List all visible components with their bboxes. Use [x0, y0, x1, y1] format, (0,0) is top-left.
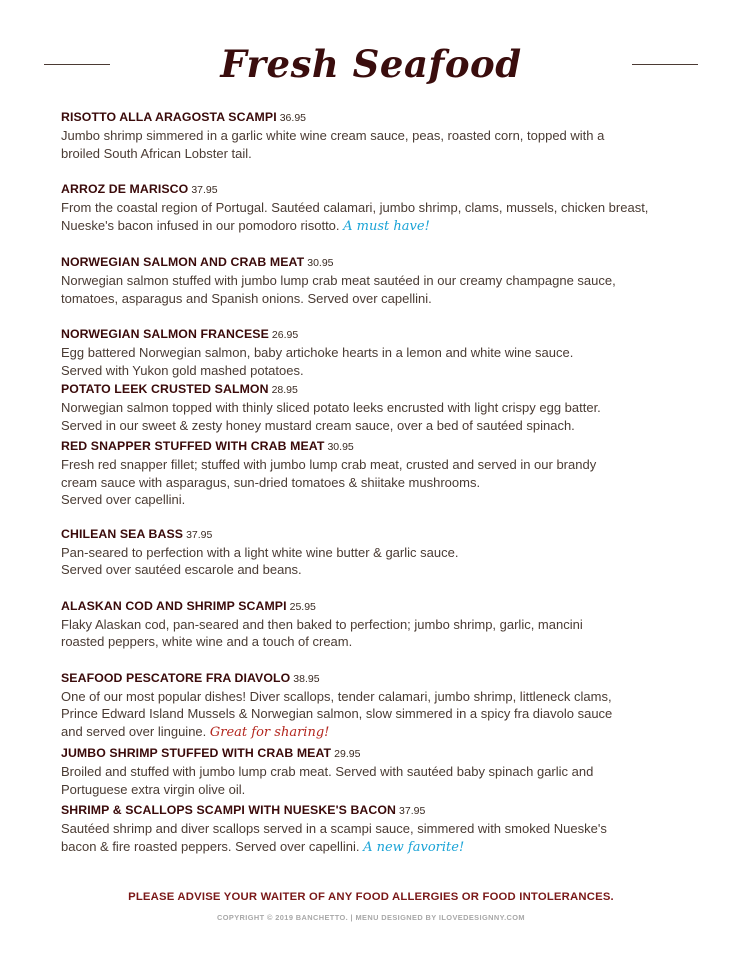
accent-note: A new favorite! [363, 839, 465, 855]
menu-item-name: SEAFOOD PESCATORE FRA DIAVOLO [61, 670, 291, 685]
menu-item-price: 26.95 [271, 329, 299, 341]
description-line: Egg battered Norwegian salmon, baby artichoke hearts in a lemon and white wine sauce. [61, 345, 574, 360]
menu-item [61, 326, 691, 379]
menu-item-heading [61, 526, 691, 544]
menu-item-price: 30.95 [327, 441, 354, 453]
menu-item-description [61, 199, 691, 235]
description-line: Fresh red snapper fillet; stuffed with jumbo lump crab meat, crusted and served in our brandy [61, 457, 597, 472]
description-text: bacon & fire roasted peppers. Served over capellini. [61, 838, 360, 854]
menu-header [0, 30, 742, 110]
accent-note: A must have! [343, 218, 430, 234]
menu-item-description [61, 763, 691, 798]
menu-item [61, 381, 691, 434]
menu-item-price: 36.95 [279, 112, 306, 124]
description-line: broiled South African Lobster tail. [61, 145, 252, 161]
menu-item-name: JUMBO SHRIMP STUFFED WITH CRAB MEAT [61, 746, 332, 760]
menu-item-description [61, 344, 691, 379]
description-text: Nueske's bacon infused in our pomodoro risotto. [61, 217, 340, 233]
menu-item-price: 30.95 [307, 257, 334, 269]
menu-item-heading [61, 598, 691, 616]
description-line: roasted peppers, white wine and a touch of cream. [61, 634, 353, 649]
copyright-line: COPYRIGHT © 2019 BANCHETTO. | MENU DESIGNED BY ILOVEDESIGNNY.COM [217, 913, 525, 922]
menu-item-description [61, 399, 691, 434]
menu-item-heading [61, 326, 691, 344]
menu-item [61, 526, 691, 579]
menu-item-name: NORWEGIAN SALMON AND CRAB MEAT [61, 255, 305, 269]
menu-item-description [61, 127, 691, 162]
menu-item-heading [61, 670, 691, 688]
menu-item [61, 598, 691, 651]
menu-item-description [61, 272, 691, 307]
description-line: Jumbo shrimp simmered in a garlic white wine cream sauce, peas, roasted corn, topped with a [61, 128, 605, 143]
menu-item-heading [61, 745, 691, 763]
menu-item-heading [61, 381, 691, 399]
menu-item [61, 802, 691, 856]
menu-item [61, 181, 691, 235]
description-line [61, 838, 691, 857]
menu-item-description [61, 688, 691, 742]
description-line: Norwegian salmon topped with thinly sliced potato leeks encrusted with light crispy egg batter. [61, 400, 601, 415]
menu-item [61, 109, 691, 162]
menu-item-name: RISOTTO ALLA ARAGOSTA SCAMPI [61, 110, 277, 124]
menu-item-heading [61, 254, 691, 272]
menu-item-price: 28.95 [271, 384, 298, 396]
description-line: Broiled and stuffed with jumbo lump crab meat. Served with sautéed baby spinach garlic and [61, 764, 594, 779]
allergy-notice: PLEASE ADVISE YOUR WAITER OF ANY FOOD ALLERGIES OR FOOD INTOLERANCES. [128, 891, 614, 903]
menu-item-heading [61, 181, 691, 199]
menu-item-price: 29.95 [334, 748, 361, 760]
menu-item [61, 254, 691, 307]
menu-item-description [61, 820, 691, 856]
menu-item-heading [61, 802, 691, 820]
menu-item-name: ARROZ DE MARISCO [61, 182, 189, 196]
description-line: Flaky Alaskan cod, pan-seared and then baked to perfection; jumbo shrimp, garlic, mancini [61, 616, 583, 632]
menu-item-heading [61, 438, 691, 456]
description-line: Sautéed shrimp and diver scallops served in a scampi sauce, simmered with smoked Nueske's [61, 821, 607, 836]
menu-item [61, 438, 691, 509]
description-line: One of our most popular dishes! Diver scallops, tender calamari, jumbo shrimp, littleneck clams, [61, 688, 612, 704]
menu-item [61, 745, 691, 798]
menu-item-heading [61, 109, 691, 127]
menu-item-price: 37.95 [399, 805, 426, 817]
description-line: tomatoes, asparagus and Spanish onions. Served over capellini. [61, 290, 432, 306]
description-line: cream sauce with asparagus, sun-dried tomatoes & shiitake mushrooms. [61, 474, 481, 490]
menu-item-description [61, 616, 691, 651]
description-line [61, 723, 691, 742]
description-line: Served over capellini. [61, 492, 186, 507]
menu-item-name: SHRIMP & SCALLOPS SCAMPI WITH NUESKE'S BACON [61, 803, 397, 817]
menu-item-name: POTATO LEEK CRUSTED SALMON [61, 382, 269, 396]
accent-note: Great for sharing! [209, 724, 330, 740]
menu-item-price: 25.95 [289, 600, 316, 613]
menu-item-price: 37.95 [191, 184, 218, 196]
description-text: and served over linguine. [61, 723, 207, 739]
description-line: Served over sautéed escarole and beans. [61, 562, 302, 577]
menu-item-name: CHILEAN SEA BASS [61, 526, 184, 541]
menu-item-price: 38.95 [293, 672, 320, 685]
menu-item-description [61, 456, 691, 509]
description-line: Served in our sweet & zesty honey mustard cream sauce, over a bed of sautéed spinach. [61, 417, 575, 433]
header-rule-right [632, 64, 698, 65]
menu-item-name: NORWEGIAN SALMON FRANCESE [61, 327, 269, 341]
description-line: Pan-seared to perfection with a light white wine butter & garlic sauce. [61, 544, 459, 560]
description-line: Prince Edward Island Mussels & Norwegian salmon, slow simmered in a spicy fra diavolo sauce [61, 706, 613, 721]
menu-item-name: RED SNAPPER STUFFED WITH CRAB MEAT [61, 439, 325, 453]
description-line: From the coastal region of Portugal. Sautéed calamari, jumbo shrimp, clams, mussels, chicken breast, [61, 200, 649, 215]
description-line [61, 217, 691, 236]
menu-item-name: ALASKAN COD AND SHRIMP SCAMPI [61, 598, 287, 613]
menu-item [61, 670, 691, 742]
menu-item-description [61, 544, 691, 579]
description-line: Norwegian salmon stuffed with jumbo lump crab meat sautéed in our creamy champagne sauce, [61, 273, 616, 288]
menu-items [61, 109, 691, 856]
description-line: Portuguese extra virgin olive oil. [61, 781, 246, 797]
section-title: Fresh Seafood [220, 42, 522, 86]
menu-item-price: 37.95 [186, 528, 213, 541]
description-line: Served with Yukon gold mashed potatoes. [61, 362, 304, 378]
